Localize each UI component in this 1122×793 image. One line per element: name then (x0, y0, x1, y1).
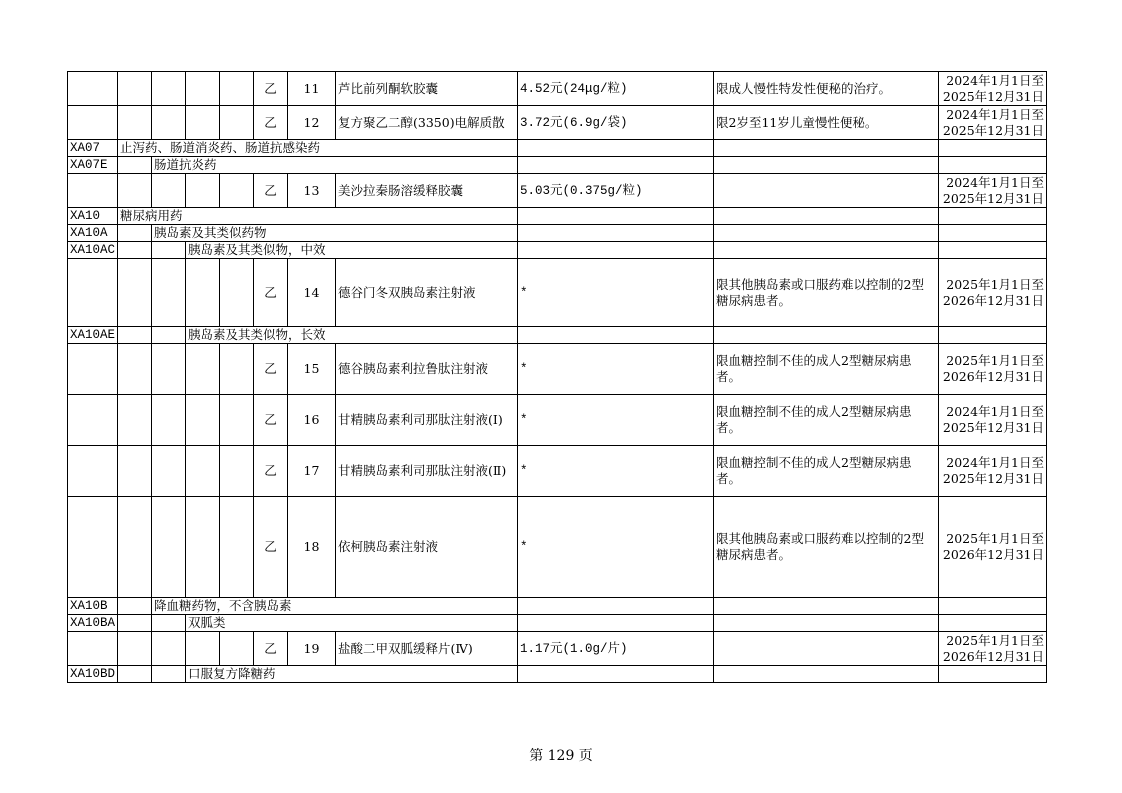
table-body (68, 72, 1047, 683)
empty-cell (186, 106, 220, 140)
empty-cell (68, 395, 118, 446)
empty-cell (68, 344, 118, 395)
empty-cell (152, 446, 186, 497)
date-start: 2024年1月1日至 (946, 404, 1044, 419)
category-label: 胰岛素及其类似物，中效 (186, 242, 518, 259)
empty-cell (714, 666, 939, 683)
category-label: 止泻药、肠道消炎药、肠道抗感染药 (118, 140, 518, 157)
drug-number: 18 (288, 497, 336, 598)
drug-name: 复方聚乙二醇(3350)电解质散 (336, 106, 518, 140)
empty-cell (118, 106, 152, 140)
date-start: 2024年1月1日至 (946, 72, 1044, 88)
drug-price: 5.03元(0.375g/粒) (518, 174, 714, 208)
empty-cell (518, 157, 714, 174)
drug-price: * (518, 446, 714, 497)
category-label: 双胍类 (186, 615, 518, 632)
drug-name: 依柯胰岛素注射液 (336, 497, 518, 598)
drug-limit: 限成人慢性特发性便秘的治疗。 (714, 72, 939, 106)
category-row (68, 327, 1047, 344)
drug-name: 美沙拉秦肠溶缓释胶囊 (336, 174, 518, 208)
drug-limit: 限2岁至11岁儿童慢性便秘。 (714, 106, 939, 140)
drug-price: 1.17元(1.0g/片) (518, 632, 714, 666)
empty-cell (939, 327, 1047, 344)
category-code: XA07E (68, 157, 118, 174)
empty-cell (152, 632, 186, 666)
category-row (68, 598, 1047, 615)
category-row (68, 208, 1047, 225)
date-start: 2024年1月1日至 (946, 455, 1044, 470)
drug-class: 乙 (254, 632, 288, 666)
date-end: 2025年12月31日 (942, 471, 1044, 486)
empty-cell (939, 140, 1047, 157)
date-end: 2025年12月31日 (942, 122, 1044, 138)
empty-cell (939, 615, 1047, 632)
drug-number: 12 (288, 106, 336, 140)
empty-cell (518, 225, 714, 242)
empty-cell (220, 72, 254, 106)
drug-date (939, 344, 1047, 395)
empty-cell (186, 174, 220, 208)
empty-cell (220, 344, 254, 395)
category-code: XA10 (68, 208, 118, 225)
category-label: 口服复方降糖药 (186, 666, 518, 683)
category-label: 胰岛素及其类似药物 (152, 225, 518, 242)
drug-name: 芦比前列酮软胶囊 (336, 72, 518, 106)
empty-cell (186, 395, 220, 446)
page-number: 第 129 页 (529, 748, 593, 764)
empty-cell (152, 615, 186, 632)
drug-number: 15 (288, 344, 336, 395)
drug-number: 14 (288, 259, 336, 327)
drug-row (68, 632, 1047, 666)
category-code: XA07 (68, 140, 118, 157)
drug-name: 甘精胰岛素利司那肽注射液(Ⅱ) (336, 446, 518, 497)
drug-row (68, 344, 1047, 395)
empty-cell (518, 327, 714, 344)
date-start: 2025年1月1日至 (946, 531, 1044, 546)
empty-cell (152, 327, 186, 344)
drug-price: 4.52元(24μg/粒) (518, 72, 714, 106)
date-end: 2025年12月31日 (942, 420, 1044, 435)
empty-cell (152, 497, 186, 598)
drug-row (68, 395, 1047, 446)
empty-cell (152, 72, 186, 106)
drug-price: * (518, 395, 714, 446)
empty-cell (152, 174, 186, 208)
category-row (68, 242, 1047, 259)
empty-cell (220, 497, 254, 598)
empty-cell (118, 174, 152, 208)
drug-limit: 限其他胰岛素或口服药难以控制的2型糖尿病患者。 (714, 497, 939, 598)
date-end: 2026年12月31日 (942, 369, 1044, 384)
category-row (68, 157, 1047, 174)
drug-class: 乙 (254, 72, 288, 106)
empty-cell (220, 174, 254, 208)
date-start: 2025年1月1日至 (946, 353, 1044, 368)
empty-cell (118, 446, 152, 497)
drug-number: 13 (288, 174, 336, 208)
date-start: 2024年1月1日至 (946, 106, 1044, 122)
category-label: 肠道抗炎药 (152, 157, 518, 174)
date-start: 2024年1月1日至 (946, 174, 1044, 190)
empty-cell (939, 598, 1047, 615)
empty-cell (68, 632, 118, 666)
empty-cell (714, 327, 939, 344)
drug-date (939, 174, 1047, 208)
date-end: 2026年12月31日 (942, 292, 1044, 308)
drug-class: 乙 (254, 395, 288, 446)
empty-cell (118, 615, 152, 632)
category-code: XA10BD (68, 666, 118, 683)
empty-cell (118, 327, 152, 344)
empty-cell (220, 259, 254, 327)
empty-cell (152, 666, 186, 683)
empty-cell (939, 242, 1047, 259)
empty-cell (118, 242, 152, 259)
empty-cell (518, 242, 714, 259)
category-code: XA10B (68, 598, 118, 615)
drug-number: 16 (288, 395, 336, 446)
empty-cell (152, 259, 186, 327)
drug-price: * (518, 344, 714, 395)
drug-date (939, 497, 1047, 598)
drug-row (68, 446, 1047, 497)
empty-cell (518, 598, 714, 615)
drug-number: 19 (288, 632, 336, 666)
empty-cell (118, 225, 152, 242)
empty-cell (186, 632, 220, 666)
drug-class: 乙 (254, 174, 288, 208)
drug-list-table (67, 71, 1047, 683)
date-end: 2025年12月31日 (942, 190, 1044, 206)
drug-limit (714, 174, 939, 208)
empty-cell (714, 225, 939, 242)
drug-limit: 限血糖控制不佳的成人2型糖尿病患者。 (714, 344, 939, 395)
empty-cell (186, 72, 220, 106)
drug-date (939, 446, 1047, 497)
date-end: 2026年12月31日 (942, 547, 1044, 562)
empty-cell (939, 225, 1047, 242)
empty-cell (152, 344, 186, 395)
empty-cell (186, 497, 220, 598)
empty-cell (68, 106, 118, 140)
empty-cell (118, 497, 152, 598)
drug-number: 11 (288, 72, 336, 106)
empty-cell (220, 395, 254, 446)
drug-limit: 限血糖控制不佳的成人2型糖尿病患者。 (714, 395, 939, 446)
drug-class: 乙 (254, 446, 288, 497)
empty-cell (68, 259, 118, 327)
drug-limit: 限其他胰岛素或口服药难以控制的2型糖尿病患者。 (714, 259, 939, 327)
category-code: XA10BA (68, 615, 118, 632)
empty-cell (714, 615, 939, 632)
drug-class: 乙 (254, 497, 288, 598)
drug-limit (714, 632, 939, 666)
empty-cell (68, 497, 118, 598)
drug-row (68, 174, 1047, 208)
category-row (68, 225, 1047, 242)
category-label: 糖尿病用药 (118, 208, 518, 225)
drug-name: 德谷胰岛素利拉鲁肽注射液 (336, 344, 518, 395)
category-code: XA10AE (68, 327, 118, 344)
category-code: XA10AC (68, 242, 118, 259)
drug-row (68, 106, 1047, 140)
drug-class: 乙 (254, 259, 288, 327)
date-end: 2025年12月31日 (942, 88, 1044, 104)
empty-cell (118, 598, 152, 615)
empty-cell (714, 598, 939, 615)
category-code: XA10A (68, 225, 118, 242)
category-row (68, 140, 1047, 157)
empty-cell (118, 666, 152, 683)
category-label: 降血糖药物，不含胰岛素 (152, 598, 518, 615)
category-row (68, 615, 1047, 632)
empty-cell (118, 344, 152, 395)
empty-cell (220, 106, 254, 140)
drug-class: 乙 (254, 106, 288, 140)
empty-cell (186, 446, 220, 497)
date-end: 2026年12月31日 (942, 648, 1044, 664)
drug-price: 3.72元(6.9g/袋) (518, 106, 714, 140)
date-start: 2025年1月1日至 (946, 276, 1044, 292)
drug-row (68, 497, 1047, 598)
drug-date (939, 632, 1047, 666)
empty-cell (939, 208, 1047, 225)
empty-cell (186, 344, 220, 395)
drug-date (939, 395, 1047, 446)
empty-cell (714, 208, 939, 225)
drug-number: 17 (288, 446, 336, 497)
empty-cell (68, 72, 118, 106)
drug-name: 甘精胰岛素利司那肽注射液(Ⅰ) (336, 395, 518, 446)
drug-name: 德谷门冬双胰岛素注射液 (336, 259, 518, 327)
empty-cell (118, 72, 152, 106)
empty-cell (68, 174, 118, 208)
empty-cell (152, 242, 186, 259)
empty-cell (118, 632, 152, 666)
empty-cell (152, 395, 186, 446)
drug-date (939, 106, 1047, 140)
empty-cell (118, 259, 152, 327)
category-label: 胰岛素及其类似物，长效 (186, 327, 518, 344)
empty-cell (939, 666, 1047, 683)
empty-cell (518, 140, 714, 157)
empty-cell (118, 395, 152, 446)
empty-cell (152, 106, 186, 140)
empty-cell (220, 632, 254, 666)
empty-cell (714, 157, 939, 174)
empty-cell (186, 259, 220, 327)
empty-cell (118, 157, 152, 174)
drug-row (68, 259, 1047, 327)
drug-date (939, 259, 1047, 327)
empty-cell (518, 208, 714, 225)
drug-price: * (518, 497, 714, 598)
category-row (68, 666, 1047, 683)
empty-cell (714, 242, 939, 259)
drug-price: * (518, 259, 714, 327)
drug-limit: 限血糖控制不佳的成人2型糖尿病患者。 (714, 446, 939, 497)
empty-cell (518, 615, 714, 632)
empty-cell (714, 140, 939, 157)
drug-name: 盐酸二甲双胍缓释片(Ⅳ) (336, 632, 518, 666)
empty-cell (68, 446, 118, 497)
drug-class: 乙 (254, 344, 288, 395)
empty-cell (939, 157, 1047, 174)
empty-cell (220, 446, 254, 497)
date-start: 2025年1月1日至 (946, 632, 1044, 648)
empty-cell (518, 666, 714, 683)
drug-row (68, 72, 1047, 106)
drug-date (939, 72, 1047, 106)
